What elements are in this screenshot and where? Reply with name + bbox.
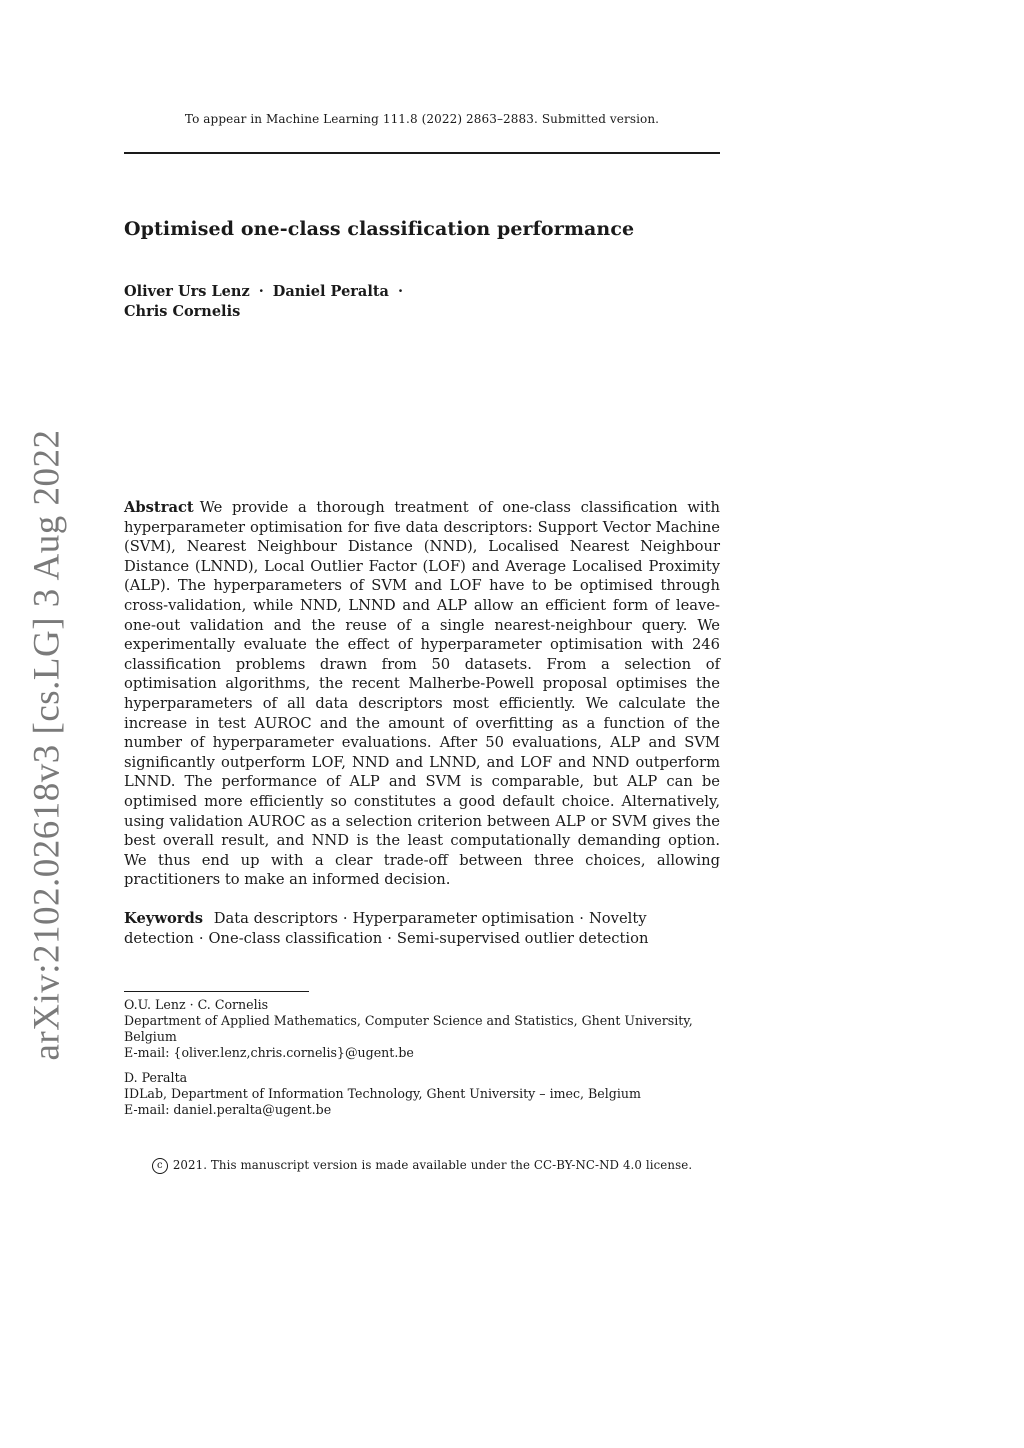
footnote-names: O.U. Lenz · C. Cornelis — [124, 997, 269, 1012]
keyword-separator: · — [198, 930, 204, 947]
footnote-rule — [124, 991, 309, 992]
footnote-affiliation: IDLab, Department of Information Technology, Ghent University – imec, Belgium — [124, 1086, 641, 1101]
header-rule — [124, 152, 720, 154]
keyword: Data descriptors — [213, 910, 338, 927]
copyright-icon: c — [152, 1158, 168, 1174]
author-line-2 — [124, 302, 412, 322]
license-text: 2021. This manuscript version is made available under the CC-BY-NC-ND 4.0 license. — [172, 1158, 693, 1172]
footnote-lenz-cornelis — [124, 997, 720, 1061]
author-line-1 — [124, 282, 412, 302]
author-separator: · — [397, 283, 403, 300]
keyword-separator: · — [579, 910, 584, 927]
keyword-separator: · — [342, 910, 348, 927]
paper-title: Optimised one-class classification performance — [124, 218, 635, 240]
journal-note: To appear in Machine Learning 111.8 (2022) 2863–2883. Submitted version. — [184, 112, 660, 126]
author-list — [124, 282, 412, 321]
abstract — [124, 498, 720, 890]
keywords — [124, 909, 720, 949]
abstract-text: We provide a thorough treatment of one-class classification with hyperparameter optimisation for five data descriptors: Support Vector Machine (SVM), Nearest Neighbour Distance (NND), Localised Nearest Neighbour Distance (LNND), Local Outlier Factor (LOF) and Average Localised Proximity (ALP). The hyperparameters of SVM and LOF have to be optimised through cross-validation, while NND, LNND and ALP allow an efficient form of leave-one-out validation and the reuse of a single nearest-neighbour query. We experimentally evaluate the effect of hyperparameter optimisation with 246 classification problems drawn from 50 datasets. From a selection of optimisation algorithms, the recent Malherbe-Powell proposal optimises the hyperparameters of all data descriptors most efficiently. We calculate the increase in test AUROC and the amount of overfitting as a function of the number of hyperparameter evaluations. After 50 evaluations, ALP and SVM significantly outperform LOF, NND and LNND, and LOF and NND outperform LNND. The performance of ALP and SVM is comparable, but ALP can be optimised more efficiently so constitutes a good default choice. Alternatively, using validation AUROC as a selection criterion between ALP or SVM gives the best overall result, and NND is the least computationally demanding option. We thus end up with a clear trade-off between three choices, allowing practitioners to make an informed decision. — [124, 499, 720, 889]
keyword: Semi-supervised outlier detection — [396, 930, 649, 947]
footnote-email: E-mail: {oliver.lenz,chris.cornelis}@ugent.be — [124, 1045, 414, 1060]
keyword-separator: · — [387, 930, 392, 947]
keyword: One-class classification — [208, 930, 383, 947]
keyword: Novelty detection — [124, 910, 647, 947]
footnote-email: E-mail: daniel.peralta@ugent.be — [124, 1102, 332, 1117]
author-name: Daniel Peralta — [272, 283, 389, 300]
author-name: Oliver Urs Lenz — [124, 283, 250, 300]
keywords-label: Keywords — [124, 910, 204, 927]
arxiv-identifier: arXiv:2102.02618v3 [cs.LG] 3 Aug 2022 — [26, 429, 68, 1061]
footnote-names: D. Peralta — [124, 1070, 188, 1085]
footnote-peralta — [124, 1070, 720, 1118]
author-separator: · — [258, 283, 264, 300]
author-name: Chris Cornelis — [124, 302, 241, 320]
keyword: Hyperparameter optimisation — [352, 910, 575, 927]
abstract-label: Abstract — [124, 499, 194, 516]
footnote-affiliation: Department of Applied Mathematics, Computer Science and Statistics, Ghent University, Belgium — [124, 1013, 693, 1044]
license-notice — [124, 1158, 720, 1174]
